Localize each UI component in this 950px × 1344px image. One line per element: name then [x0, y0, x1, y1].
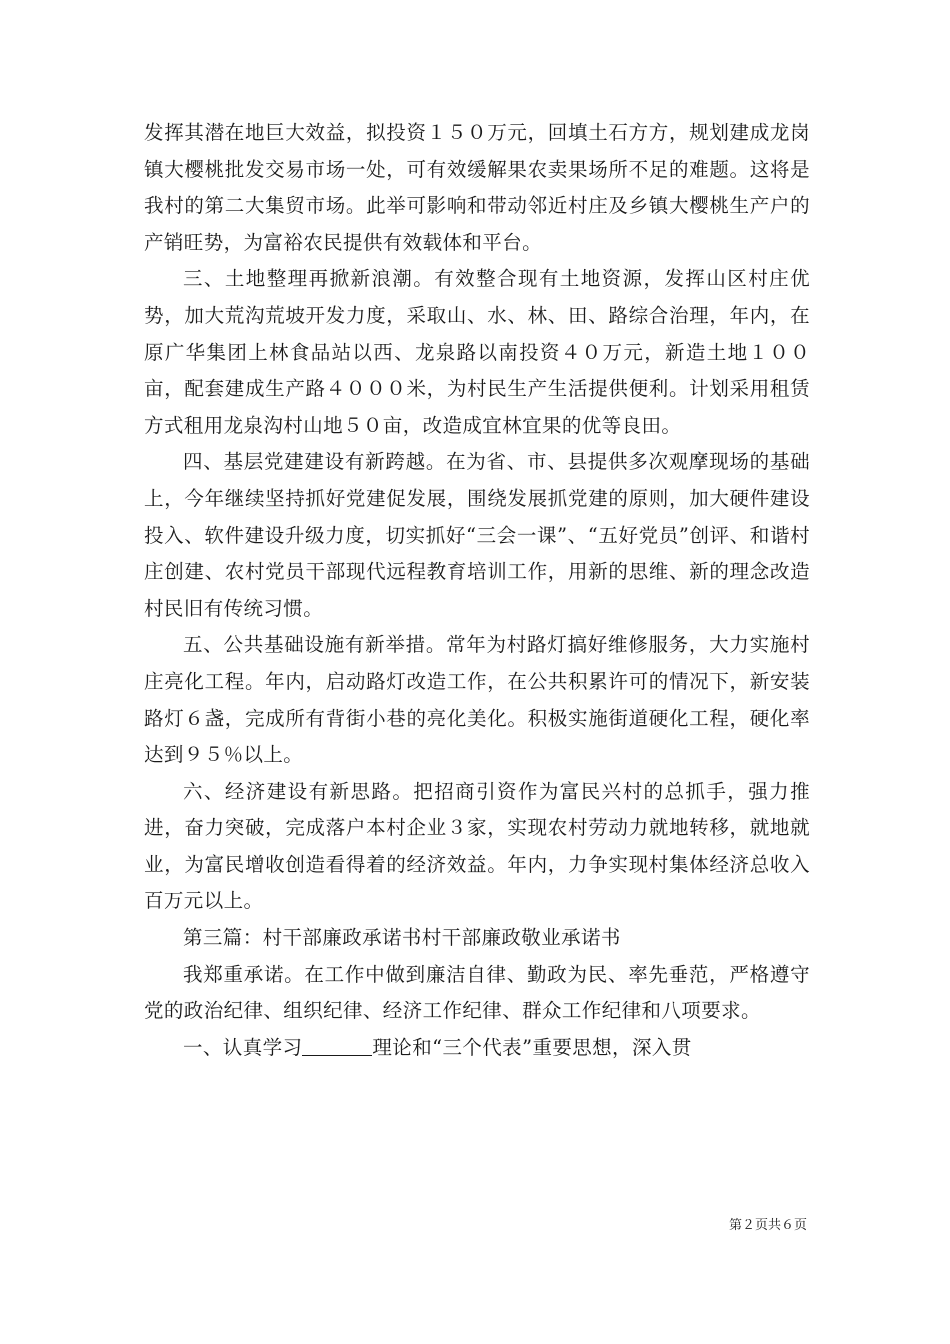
redacted-blank: [302, 1035, 372, 1056]
paragraph-public-infrastructure: 五、公共基础设施有新举措。常年为村路灯搞好维修服务，大力实施村庄亮化工程。年内，启动路灯改造工作，在公共积累许可的情况下，新安装路灯６盏，完成所有背街小巷的亮化美化。积极实施街道硬化工程，硬化率达到９５％以上。: [144, 633, 810, 767]
paragraph-land-consolidation: 三、土地整理再掀新浪潮。有效整合现有土地资源，发挥山区村庄优势，加大荒沟荒坡开发力度，采取山、水、林、田、路综合治理，年内，在原广华集团上林食品站以西、龙泉路以南投资４０万元，新造土地１００亩，配套建成生产路４０００米，为村民生产生活提供便利。计划采用租赁方式租用龙泉沟村山地５０亩，改造成宜林宜果的优等良田。: [144, 267, 810, 437]
paragraph-party-building: 四、基层党建建设有新跨越。在为省、市、县提供多次观摩现场的基础上，今年继续坚持抓好党建促发展，围绕发展抓党建的原则，加大硬件建设投入、软件建设升级力度，切实抓好“三会一课”、“五好党员”创评、和谐村庄创建、农村党员干部现代远程教育培训工作，用新的思维、新的理念改造村民旧有传统习惯。: [144, 450, 810, 620]
page-number-footer: 第２页共６页: [728, 1218, 807, 1233]
section-heading-third-article: 第三篇：村干部廉政承诺书村干部廉政敬业承诺书: [183, 926, 621, 950]
paragraph-economic-construction: 六、经济建设有新思路。把招商引资作为富民兴村的总抓手，强力推进，奋力突破，完成落户本村企业３家，实现农村劳动力就地转移，就地就业，为富民增收创造看得着的经济效益。年内，力争实现村集体经济总收入百万元以上。: [144, 779, 810, 913]
document-body: [144, 115, 810, 1066]
study-text-after-blank: 理论和“三个代表”重要思想，深入贯: [372, 1035, 692, 1059]
paragraph-continued: 发挥其潜在地巨大效益，拟投资１５０万元，回填土石方方，规划建成龙岗镇大樱桃批发交易市场一处，可有效缓解果农卖果场所不足的难题。这将是我村的第二大集贸市场。此举可影响和带动邻近村庄及乡镇大樱桃生产户的产销旺势，为富裕农民提供有效载体和平台。: [144, 121, 810, 254]
paragraph-pledge: 我郑重承诺。在工作中做到廉洁自律、勤政为民、率先垂范，严格遵守党的政治纪律、组织纪律、经济工作纪律、群众工作纪律和八项要求。: [144, 962, 810, 1023]
paragraph-study: [144, 1030, 810, 1067]
study-text-before-blank: 一、认真学习: [183, 1035, 303, 1059]
